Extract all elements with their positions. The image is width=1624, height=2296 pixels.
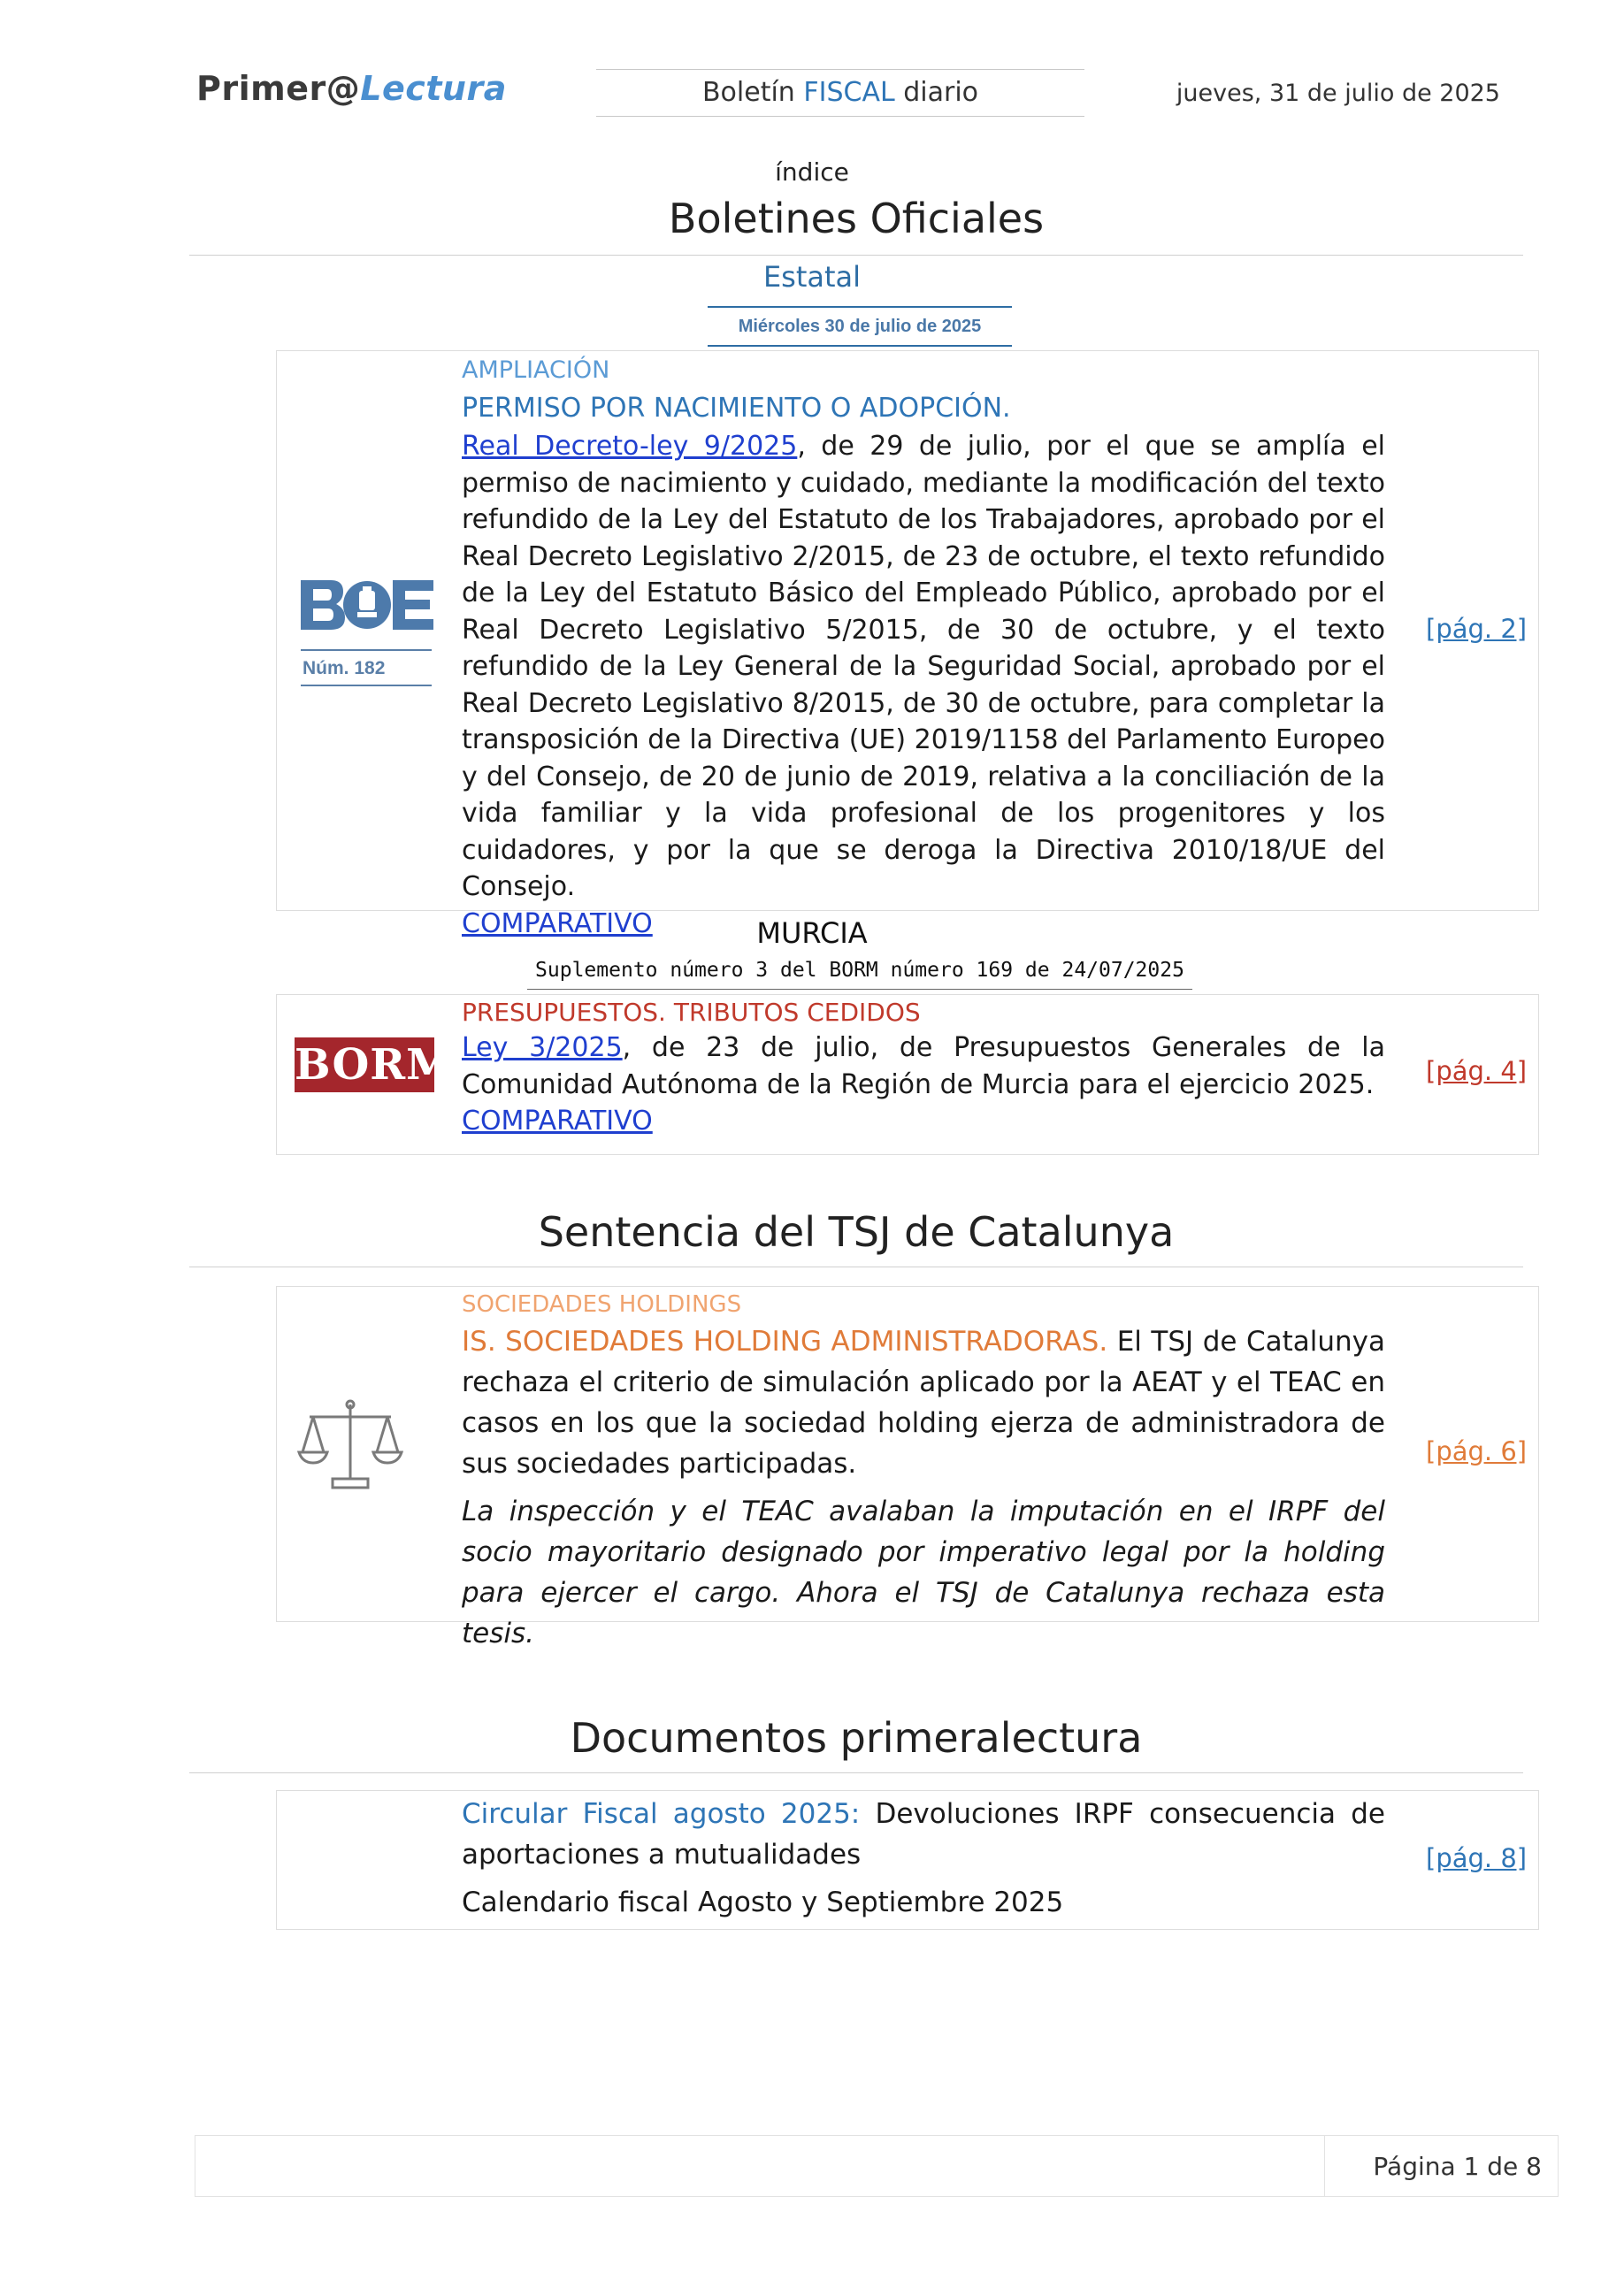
documentos-page-link[interactable]: [pág. 8] [1426,1843,1528,1873]
tsj-summary: La inspección y el TEAC avalaban la imputación en el IRPF del socio mayoritario designado por imperativo legal por la holding para ejercer el cargo. Ahora el TSJ de Catalunya rechaza esta tesis. [462,1496,1385,1649]
section-title-boletines: Boletines Oficiales [668,195,1045,242]
section-divider [189,255,1523,256]
tsj-entry-content [462,1288,1385,1654]
boe-category: AMPLIACIÓN [462,356,610,384]
boe-entry-content [462,354,1385,942]
borm-entry-content [462,996,1385,1140]
documentos-entry-content [462,1794,1385,1923]
circular-text: Devoluciones IRPF consecuencia de aportaciones a mutualidades [462,1798,1385,1871]
borm-category: PRESUPUESTOS. TRIBUTOS CEDIDOS [462,998,921,1027]
bulletin-title [596,69,1084,117]
footer-divider [1324,2136,1325,2196]
boe-number: Núm. 182 [301,649,432,686]
scale-of-justice-icon [297,1397,403,1495]
documentos-calendar: Calendario fiscal Agosto y Septiembre 2025 [462,1887,1064,1918]
tsj-text: El TSJ de Catalunya rechaza el criterio de simulación aplicado por la AEAT y el TEAC en casos en los que la sociedad holding ejerza de administradora de sus sociedades participadas. [462,1326,1385,1480]
logo-part2: Lectura [360,69,507,108]
documentos-circular [462,1794,1385,1875]
borm-body [462,1029,1385,1103]
page-footer [195,2135,1559,2197]
borm-page-link[interactable]: [pág. 4] [1426,1056,1528,1086]
borm-text: , de 23 de julio, de Presupuestos Generales de la Comunidad Autónoma de la Región de Murcia para el ejercicio 2025. [462,1032,1385,1100]
bulletin-fiscal: FISCAL [803,77,895,108]
tsj-page-link[interactable]: [pág. 6] [1426,1436,1528,1466]
boe-body [462,428,1385,906]
boe-law-link[interactable]: Real Decreto-ley 9/2025 [462,431,798,462]
tsj-category: SOCIEDADES HOLDINGS [462,1291,742,1318]
bulletin-suffix: diario [894,77,979,108]
page-number: Página 1 de 8 [1373,2152,1542,2181]
boe-logo [301,578,433,688]
bulletin-prefix: Boletín [701,77,804,108]
murcia-supplement: Suplemento número 3 del BORM número 169 de 24/07/2025 [527,955,1192,990]
borm-comparativo-link[interactable]: COMPARATIVO [462,1106,653,1137]
boe-logo-mark [301,578,433,631]
estatal-heading: Estatal [762,260,862,294]
boe-page-link[interactable]: [pág. 2] [1426,614,1528,644]
borm-comparativo-row [462,1103,1385,1140]
borm-logo: BORM [295,1037,434,1092]
tsj-body [462,1321,1385,1484]
boe-comparativo-link[interactable]: COMPARATIVO [462,907,653,939]
section-divider [189,1772,1523,1773]
index-label: índice [775,157,849,187]
logo-part1: Primer@ [196,69,361,108]
estatal-date: Miércoles 30 de julio de 2025 [708,306,1012,347]
boe-text: , de 29 de julio, por el que se amplía el permiso de nacimiento y cuidado, mediante la modificación del texto refundido de la Ley del Estatuto de los Trabajadores, aprobado por el Real Decreto Legislativo 2/2015, de 23 de octubre, el texto refundido de la Ley del Estatuto Básico del Empleado Público, aprobado por el Real Decreto Legislativo 5/2015, de 30 de octubre, y el texto refundido de la Ley General de la Seguridad Social, aprobado por el Real Decreto Legislativo 8/2015, de 30 de octubre, para completar la transposición de la Directiva (UE) 2019/1158 del Parlamento Europeo y del Consejo, de 20 de junio de 2019, relativa a la conciliación de la vida familiar y la vida profesional de los progenitores y los cuidadores, y por la que se deroga la Directiva 2010/18/UE del Consejo. [462,431,1385,902]
tsj-title-lead: IS. SOCIEDADES HOLDING ADMINISTRADORAS. [462,1326,1108,1358]
header-date: jueves, 31 de julio de 2025 [1176,80,1500,107]
section-title-documentos: Documentos primeralectura [570,1714,1143,1762]
circular-lead[interactable]: Circular Fiscal agosto 2025: [462,1798,861,1830]
brand-logo [196,69,507,108]
section-title-tsj: Sentencia del TSJ de Catalunya [538,1208,1175,1256]
boe-title: PERMISO POR NACIMIENTO O ADOPCIÓN. [462,393,1011,424]
borm-law-link[interactable]: Ley 3/2025 [462,1032,623,1063]
murcia-heading: MURCIA [756,916,868,950]
